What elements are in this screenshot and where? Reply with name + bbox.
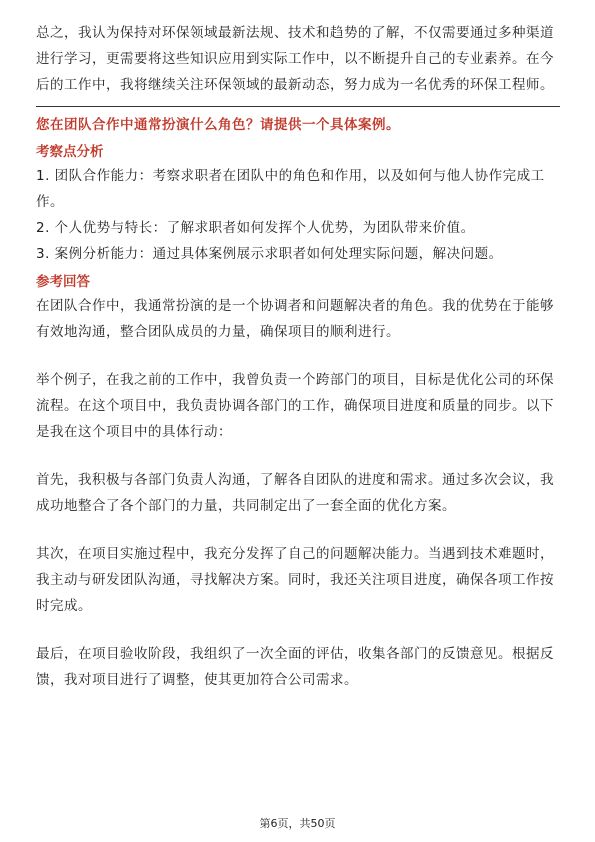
question-heading: 您在团队合作中通常扮演什么角色？请提供一个具体案例。	[36, 117, 400, 133]
paragraph-spacer	[36, 345, 560, 367]
answer-paragraph: 最后，在项目验收阶段，我组织了一次全面的评估，收集各部门的反馈意见。根据反馈，我对项目进行了调整，使其更加符合公司需求。	[36, 646, 554, 688]
page-number: 第6页，共50页	[259, 817, 336, 830]
analysis-heading: 考察点分析	[36, 144, 104, 160]
paragraph-spacer	[36, 619, 560, 641]
paragraph-spacer	[36, 519, 560, 541]
paragraph-spacer	[36, 445, 560, 467]
document-page	[36, 20, 560, 693]
answer-paragraph: 首先，我积极与各部门负责人沟通，了解各自团队的进度和需求。通过多次会议，我成功地整合了各个部门的力量，共同制定出了一套全面的优化方案。	[36, 472, 554, 514]
analysis-item: 1. 团队合作能力：考察求职者在团队中的角色和作用，以及如何与他人协作完成工作。	[36, 168, 545, 210]
intro-paragraph: 总之，我认为保持对环保领域最新法规、技术和趋势的了解，不仅需要通过多种渠道进行学习，更需要将这些知识应用到实际工作中，以不断提升自己的专业素养。在今后的工作中，我将继续关注环保领域的最新动态，努力成为一名优秀的环保工程师。	[36, 25, 554, 93]
answer-paragraph: 其次，在项目实施过程中，我充分发挥了自己的问题解决能力。当遇到技术难题时，我主动与研发团队沟通，寻找解决方案。同时，我还关注项目进度，确保各项工作按时完成。	[36, 546, 554, 614]
analysis-item: 2. 个人优势与特长：了解求职者如何发挥个人优势，为团队带来价值。	[36, 220, 475, 236]
answer-paragraph: 在团队合作中，我通常扮演的是一个协调者和问题解决者的角色。我的优势在于能够有效地沟通，整合团队成员的力量，确保项目的顺利进行。	[36, 298, 554, 340]
answer-heading: 参考回答	[36, 274, 90, 290]
analysis-item: 3. 案例分析能力：通过具体案例展示求职者如何处理实际问题，解决问题。	[36, 246, 503, 262]
answer-paragraph: 举个例子，在我之前的工作中，我曾负责一个跨部门的项目，目标是优化公司的环保流程。在这个项目中，我负责协调各部门的工作，确保项目进度和质量的同步。以下是我在这个项目中的具体行动：	[36, 372, 554, 440]
section-divider	[36, 106, 560, 107]
